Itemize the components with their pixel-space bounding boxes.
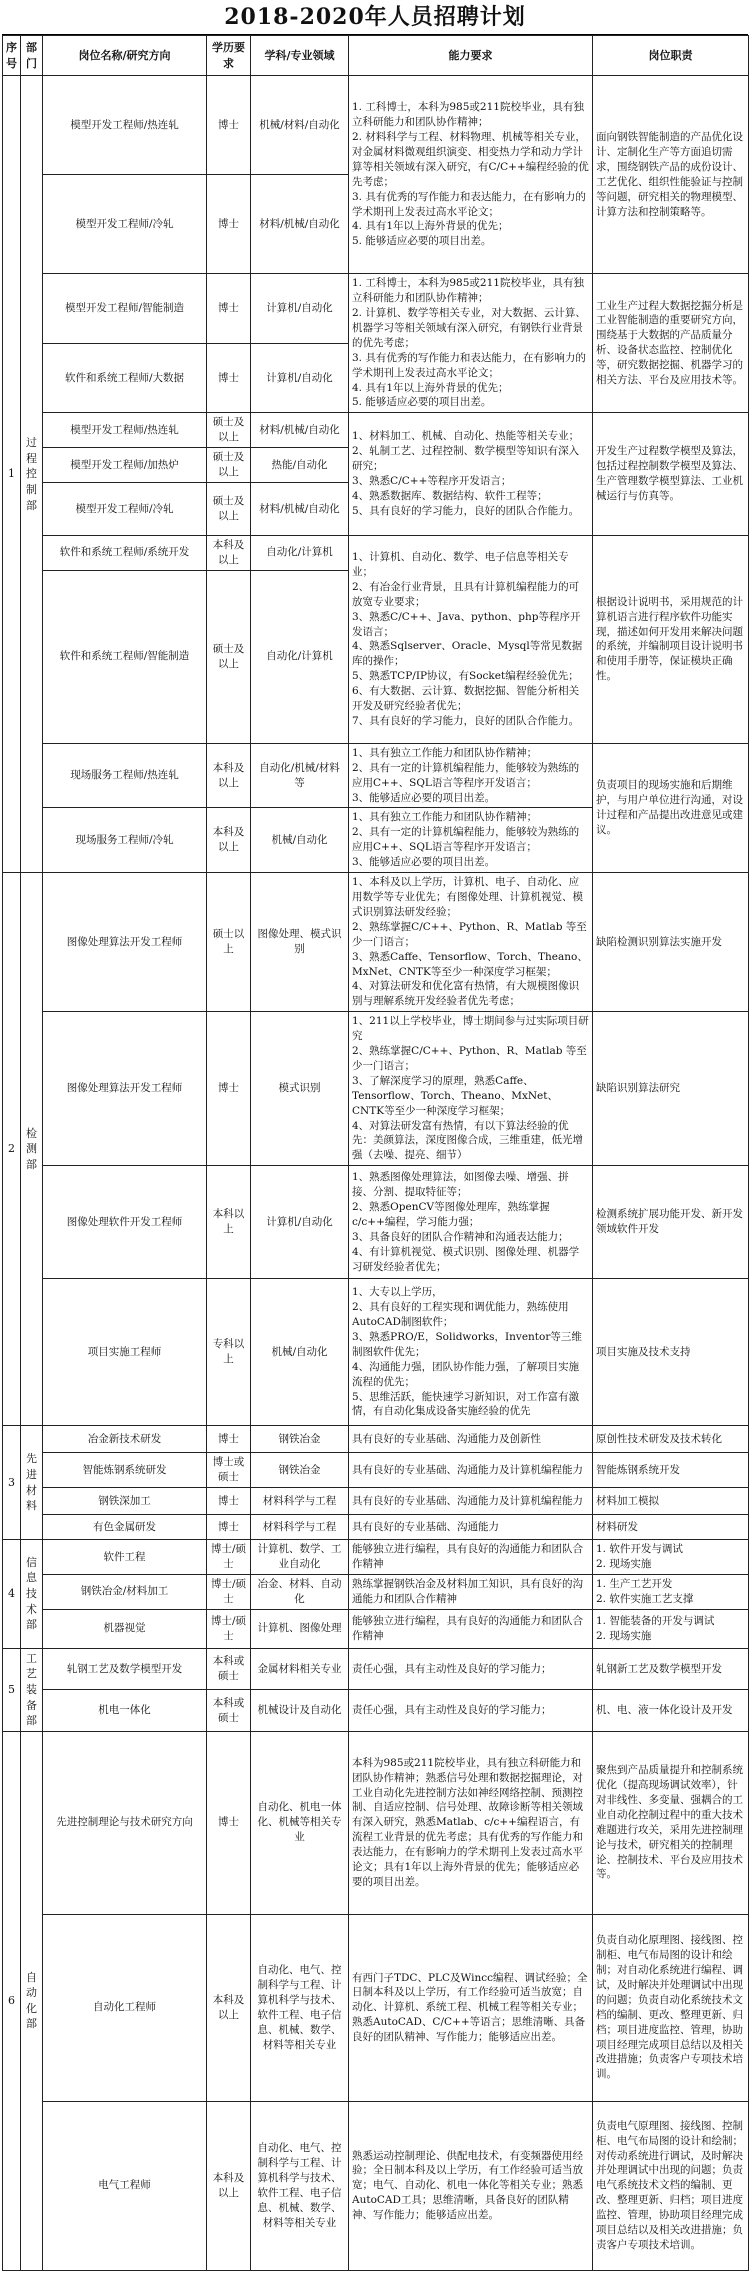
position-name: 现场服务工程师/热连轧 [43,743,207,808]
field-of-study: 机械设计及自动化 [251,1690,349,1732]
field-of-study: 自动化、电气、控制科学与工程、计算机科学与技术、软件工程、电子信息、机械、数学、材料等相关专业 [251,1914,349,2101]
job-duty: 缺陷识别算法研究 [593,1012,749,1166]
job-duty: 开发生产过程数学模型及算法，包括过程控制数学模型及算法、生产管理数学模型算法、工业机械运行与仿真等。 [593,413,749,536]
job-duty: 机、电、液一体化设计及开发 [593,1690,749,1732]
job-duty: 负责自动化原理图、接线图、控制柜、电气布局图的设计和绘制；对自动化系统进行编程、调试，及时解决并处理调试中出现的问题；负责自动化系统技术文档的编制、更改、整理更新、归档；项目进度监控、管理，协助项目经理完成项目总结以及相关改进措施；负责客户专项技术培训。 [593,1914,749,2101]
education-requirement: 硕士及以上 [207,448,251,483]
education-requirement: 硕士及以上 [207,413,251,448]
position-name: 模型开发工程师/热连轧 [43,76,207,175]
ability-requirement: 有西门子TDC、PLC及Wincc编程、调试经验；全日制本科及以上学历，有工作经验可适当放宽；自动化、计算机、系统工程、机械工程等相关专业；熟悉AutoCAD、C/C++等语言；思维清晰、具备良好的团队精神、写作能力；能够适应出差。 [349,1914,593,2101]
department-name: 信息技术部 [21,1540,43,1649]
position-name: 有色金属研发 [43,1515,207,1540]
ability-requirement: 1、计算机、自动化、数学、电子信息等相关专业； 2、有冶金行业背景，且具有计算机编程能力的可放宽专业要求； 3、熟悉C/C++、Java、python、php等程序开发语言； 4、熟悉Sqlserver、Oracle、Mysql等常见数据库的操作； 5、熟悉TCP/IP协议，有Socket编程经验优先； 6、有大数据、云计算、数据挖掘、智能分析相关开发及研究经验者优先； 7、具有良好的学习能力，良好的团队合作能力。 [349,536,593,744]
row-number: 2 [3,873,21,1426]
table-row [3,873,749,1012]
field-of-study: 图像处理、模式识别 [251,873,349,1012]
ability-requirement: 1. 工科博士，本科为985或211院校毕业，具有独立科研能力和团队协作精神； 2. 材料科学与工程、材料物理、机械等相关专业，对金属材料微观组织演变、相变热力学和动力学计算等相关领域有深入研究，有C/C++编程经验的优先考虑； 3. 具有优秀的写作能力和表达能力，在有影响力的学术期刊上发表过高水平论文； 4. 具有1年以上海外背景的优先； 5. 能够适应必要的项目出差。 [349,76,593,274]
job-duty: 负责项目的现场实施和后期维护，与用户单位进行沟通，对设计过程和产品提出改进意见或建议。 [593,743,749,872]
table-row [3,1648,749,1690]
job-duty: 材料加工模拟 [593,1488,749,1515]
position-name: 模型开发工程师/热连轧 [43,413,207,448]
ability-requirement: 具有良好的专业基础、沟通能力及计算机编程能力 [349,1488,593,1515]
field-of-study: 自动化/计算机 [251,536,349,571]
position-name: 软件和系统工程师/系统开发 [43,536,207,571]
table-row [3,1515,749,1540]
field-of-study: 自动化/计算机 [251,570,349,743]
ability-requirement: 具有良好的专业基础、沟通能力及计算机编程能力 [349,1453,593,1488]
table-row [3,1574,749,1609]
education-requirement: 本科或硕士 [207,1648,251,1690]
job-duty: 轧钢新工艺及数学模型开发 [593,1648,749,1690]
education-requirement: 本科以上 [207,1166,251,1279]
job-duty: 负责电气原理图、接线图、控制柜、电气布局图的设计和绘制；对传动系统进行调试，及时解决并处理调试中出现的问题；负责电气系统技术文档的编制、更改、整理更新、归档；项目进度监控、管理，协助项目经理完成项目总结以及相关改进措施；负责客户专项技术培训。 [593,2101,749,2270]
table-row [3,2101,749,2270]
field-of-study: 自动化、电气、控制科学与工程、计算机科学与技术、软件工程、电子信息、机械、数学、材料等相关专业 [251,2101,349,2270]
job-duty: 1. 软件开发与调试 2. 现场实施 [593,1540,749,1575]
job-duty: 工业生产过程大数据挖掘分析是工业智能制造的重要研究方向，围绕基于大数据的产品质量分析、设备状态监控、控制优化等，研究数据挖掘、机器学习的相关方法、平台及应用技术等。 [593,274,749,413]
ability-requirement: 能够独立进行编程，具有良好的沟通能力和团队合作精神 [349,1540,593,1575]
ability-requirement: 1、大专以上学历， 2、具有良好的工程实现和调优能力，熟练使用AutoCAD制图软件； 3、熟悉PRO/E，Solidworks，Inventor等三维制图软件优先； 4、沟通能力强，团队协作能力强，了解项目实施流程的优先； 5、思维活跃，能快速学习新知识，对工作富有激情，有自动化集成设备实施经验的优先 [349,1279,593,1426]
position-name: 轧钢工艺及数学模型开发 [43,1648,207,1690]
field-of-study: 材料科学与工程 [251,1488,349,1515]
ability-requirement: 本科为985或211院校毕业，具有独立科研能力和团队协作精神；熟悉信号处理和数据挖掘理论，对工业自动化先进控制方法如神经网络控制、预测控制、自适应控制、信号处理、故障诊断等相关领域有深入研究，熟悉Matlab、c/c++编程语言，有流程工业背景的优先考虑；具有优秀的写作能力和表达能力，在有影响力的学术期刊上发表过高水平论文；具有1年以上海外背景的优先；能够适应必要的项目出差。 [349,1731,593,1914]
position-name: 软件和系统工程师/大数据 [43,343,207,413]
header-duty: 岗位职责 [593,36,749,76]
education-requirement: 博士或硕士 [207,1453,251,1488]
table-row [3,1279,749,1426]
position-name: 模型开发工程师/冷轧 [43,175,207,274]
job-duty: 项目实施及技术支持 [593,1279,749,1426]
position-name: 图像处理算法开发工程师 [43,873,207,1012]
table-row [3,743,749,808]
row-number: 1 [3,76,21,873]
education-requirement: 本科及以上 [207,808,251,873]
education-requirement: 博士 [207,343,251,413]
education-requirement: 专科以上 [207,1279,251,1426]
position-name: 软件工程 [43,1540,207,1575]
ability-requirement: 1、熟悉图像处理算法，如图像去噪、增强、拼接、分割、提取特征等； 2、熟悉OpenCV等图像处理库，熟练掌握c/c++编程，学习能力强； 3、具备良好的团队合作精神和沟通表达能力； 4、有计算机视觉、模式识别、图像处理、机器学习研发经验者优先； [349,1166,593,1279]
education-requirement: 博士 [207,274,251,344]
ability-requirement: 1、具有独立工作能力和团队协作精神； 2、具有一定的计算机编程能力，能够较为熟练的应用C++、SQL语言等程序开发语言； 3、能够适应必要的项目出差。 [349,743,593,808]
table-row [3,536,749,571]
row-number: 4 [3,1540,21,1649]
position-name: 先进控制理论与技术研究方向 [43,1731,207,1914]
position-name: 冶金新技术研发 [43,1426,207,1453]
header-dept: 部门 [21,36,43,76]
ability-requirement: 责任心强，具有主动性及良好的学习能力； [349,1690,593,1732]
job-duty: 1. 智能装备的开发与调试 2. 现场实施 [593,1609,749,1648]
job-duty: 缺陷检测识别算法实施开发 [593,873,749,1012]
education-requirement: 博士/硕士 [207,1574,251,1609]
position-name: 钢铁深加工 [43,1488,207,1515]
field-of-study: 材料/机械/自动化 [251,483,349,536]
education-requirement: 硕士及以上 [207,570,251,743]
education-requirement: 本科或硕士 [207,1690,251,1732]
job-duty: 面向钢铁智能制造的产品优化设计、定制化生产等方面追切需求，围绕钢铁产品的成份设计、工艺优化、组织性能验证与控制等问题，研究相关的物理模型、计算方法和控制策略等。 [593,76,749,274]
education-requirement: 本科及以上 [207,1914,251,2101]
position-name: 钢铁冶金/材料加工 [43,1574,207,1609]
table-row [3,76,749,175]
field-of-study: 计算机/自动化 [251,274,349,344]
table-row [3,274,749,344]
position-name: 图像处理软件开发工程师 [43,1166,207,1279]
position-name: 电气工程师 [43,2101,207,2270]
education-requirement: 博士/硕士 [207,1540,251,1575]
job-duty: 1. 生产工艺开发 2. 软件实施工艺支撑 [593,1574,749,1609]
field-of-study: 材料/机械/自动化 [251,175,349,274]
department-name: 过程控制部 [21,76,43,873]
table-row [3,1426,749,1453]
field-of-study: 计算机、数学、工业自动化 [251,1540,349,1575]
department-name: 先进材料 [21,1426,43,1540]
table-row [3,1540,749,1575]
field-of-study: 自动化、机电一体化、机械等相关专业 [251,1731,349,1914]
recruitment-table [2,35,749,2271]
job-duty: 根据设计说明书，采用规范的计算机语言进行程序软件功能实现，描述如何开发用来解决问题的系统，并编制项目设计说明书和使用手册等，保证模块正确性。 [593,536,749,744]
position-name: 模型开发工程师/加热炉 [43,448,207,483]
ability-requirement: 1、211以上学校毕业，博士期间参与过实际项目研究 2、熟练掌握C/C++、Python、R、Matlab 等至少一门语言； 3、了解深度学习的原理，熟悉Caffe、Tensorflow、Torch、Theano、MxNet、CNTK等至少一种深度学习框架； 4、对算法研发富有热情，有以下算法经验的优先：美颜算法，深度图像合成，三维重建，低光增强（去噪、提亮、细节） [349,1012,593,1166]
job-duty: 智能炼钢系统开发 [593,1453,749,1488]
position-name: 机电一体化 [43,1690,207,1732]
header-ability: 能力要求 [349,36,593,76]
field-of-study: 热能/自动化 [251,448,349,483]
field-of-study: 材料/机械/自动化 [251,413,349,448]
row-number: 5 [3,1648,21,1731]
ability-requirement: 1. 工科博士，本科为985或211院校毕业，具有独立科研能力和团队协作精神； 2. 计算机、数学等相关专业，对大数据、云计算、机器学习等相关领域有深入研究，有钢铁行业背景的优先考虑； 3. 具有优秀的写作能力和表达能力，在有影响力的学术期刊上发表过高水平论文； 4. 具有1年以上海外背景的优先； 5. 能够适应必要的项目出差。 [349,274,593,413]
position-name: 模型开发工程师/智能制造 [43,274,207,344]
department-name: 工艺装备部 [21,1648,43,1731]
education-requirement: 硕士及以上 [207,483,251,536]
field-of-study: 钢铁冶金 [251,1453,349,1488]
table-row [3,413,749,448]
header-education: 学历要求 [207,36,251,76]
ability-requirement: 具有良好的专业基础、沟通能力及创新性 [349,1426,593,1453]
position-name: 图像处理算法开发工程师 [43,1012,207,1166]
ability-requirement: 熟练掌握钢铁冶金及材料加工知识，具有良好的沟通能力和团队合作精神 [349,1574,593,1609]
ability-requirement: 1、材料加工、机械、自动化、热能等相关专业； 2、轧制工艺、过程控制、数学模型等知识有深入研究； 3、熟悉C/C++等程序开发语言； 4、熟悉数据库、数据结构、软件工程等； 5、具有良好的学习能力，良好的团队合作能力。 [349,413,593,536]
page-title: 2018-2020年人员招聘计划 [2,0,748,35]
position-name: 现场服务工程师/冷轧 [43,808,207,873]
row-number: 6 [3,1731,21,2270]
row-number: 3 [3,1426,21,1540]
field-of-study: 机械/自动化 [251,808,349,873]
field-of-study: 金属材料相关专业 [251,1648,349,1690]
position-name: 智能炼钢系统研发 [43,1453,207,1488]
ability-requirement: 熟悉运动控制理论、供配电技术，有变频器使用经验；全日制本科及以上学历，有工作经验可适当放宽；电气、自动化、机电一体化等相关专业；熟悉AutoCAD工具；思维清晰，具备良好的团队精神、写作能力；能够适应出差。 [349,2101,593,2270]
table-row [3,1609,749,1648]
education-requirement: 博士 [207,1731,251,1914]
education-requirement: 博士 [207,1426,251,1453]
field-of-study: 机械/自动化 [251,1279,349,1426]
position-name: 模型开发工程师/冷轧 [43,483,207,536]
field-of-study: 计算机/自动化 [251,343,349,413]
table-row [3,1453,749,1488]
header-row [3,36,749,76]
table-row [3,1166,749,1279]
header-no: 序号 [3,36,21,76]
position-name: 软件和系统工程师/智能制造 [43,570,207,743]
ability-requirement: 1、本科及以上学历，计算机、电子、自动化、应用数学等专业优先；有图像处理、计算机视觉、模式识别算法研发经验； 2、熟练掌握C/C++、Python、R、Matlab 等至少一门语言； 3、熟悉Caffe、Tensorflow、Torch、Theano、MxNet、CNTK等至少一种深度学习框架； 4、对算法研发和优化富有热情，有大规模图像识别与理解系统开发经验者优先考虑； [349,873,593,1012]
field-of-study: 自动化/机械/材料等 [251,743,349,808]
education-requirement: 本科及以上 [207,2101,251,2270]
table-row [3,1012,749,1166]
table-body [3,76,749,2271]
education-requirement: 博士 [207,1012,251,1166]
position-name: 自动化工程师 [43,1914,207,2101]
education-requirement: 硕士以上 [207,873,251,1012]
field-of-study: 机械/材料/自动化 [251,76,349,175]
education-requirement: 博士 [207,76,251,175]
job-duty: 材料研发 [593,1515,749,1540]
ability-requirement: 具有良好的专业基础、沟通能力 [349,1515,593,1540]
header-field: 学科/专业领域 [251,36,349,76]
department-name: 自动化部 [21,1731,43,2270]
field-of-study: 计算机、图像处理 [251,1609,349,1648]
field-of-study: 冶金、材料、自动化 [251,1574,349,1609]
education-requirement: 博士 [207,1488,251,1515]
education-requirement: 博士 [207,175,251,274]
education-requirement: 本科及以上 [207,743,251,808]
table-row [3,1690,749,1732]
ability-requirement: 责任心强，具有主动性及良好的学习能力； [349,1648,593,1690]
job-duty: 检测系统扩展功能开发、新开发领域软件开发 [593,1166,749,1279]
field-of-study: 模式识别 [251,1012,349,1166]
field-of-study: 钢铁冶金 [251,1426,349,1453]
header-position: 岗位名称/研究方向 [43,36,207,76]
education-requirement: 博士/硕士 [207,1609,251,1648]
job-duty: 聚焦到产品质量提升和控制系统优化（提高现场调试效率），针对非线性、多变量、强耦合的工业自动化控制过程中的重大技术难题进行攻关，采用先进控制理论与技术，研究相关的控制理论、控制技术、平台及应用技术等。 [593,1731,749,1914]
field-of-study: 计算机/自动化 [251,1166,349,1279]
table-row [3,1731,749,1914]
ability-requirement: 1、具有独立工作能力和团队协作精神； 2、具有一定的计算机编程能力，能够较为熟练的应用C++、SQL语言等程序开发语言； 3、能够适应必要的项目出差。 [349,808,593,873]
position-name: 机器视觉 [43,1609,207,1648]
table-row [3,1488,749,1515]
table-row [3,1914,749,2101]
job-duty: 原创性技术研发及技术转化 [593,1426,749,1453]
department-name: 检测部 [21,873,43,1426]
education-requirement: 博士 [207,1515,251,1540]
position-name: 项目实施工程师 [43,1279,207,1426]
education-requirement: 本科及以上 [207,536,251,571]
field-of-study: 材料科学与工程 [251,1515,349,1540]
ability-requirement: 能够独立进行编程，具有良好的沟通能力和团队合作精神 [349,1609,593,1648]
